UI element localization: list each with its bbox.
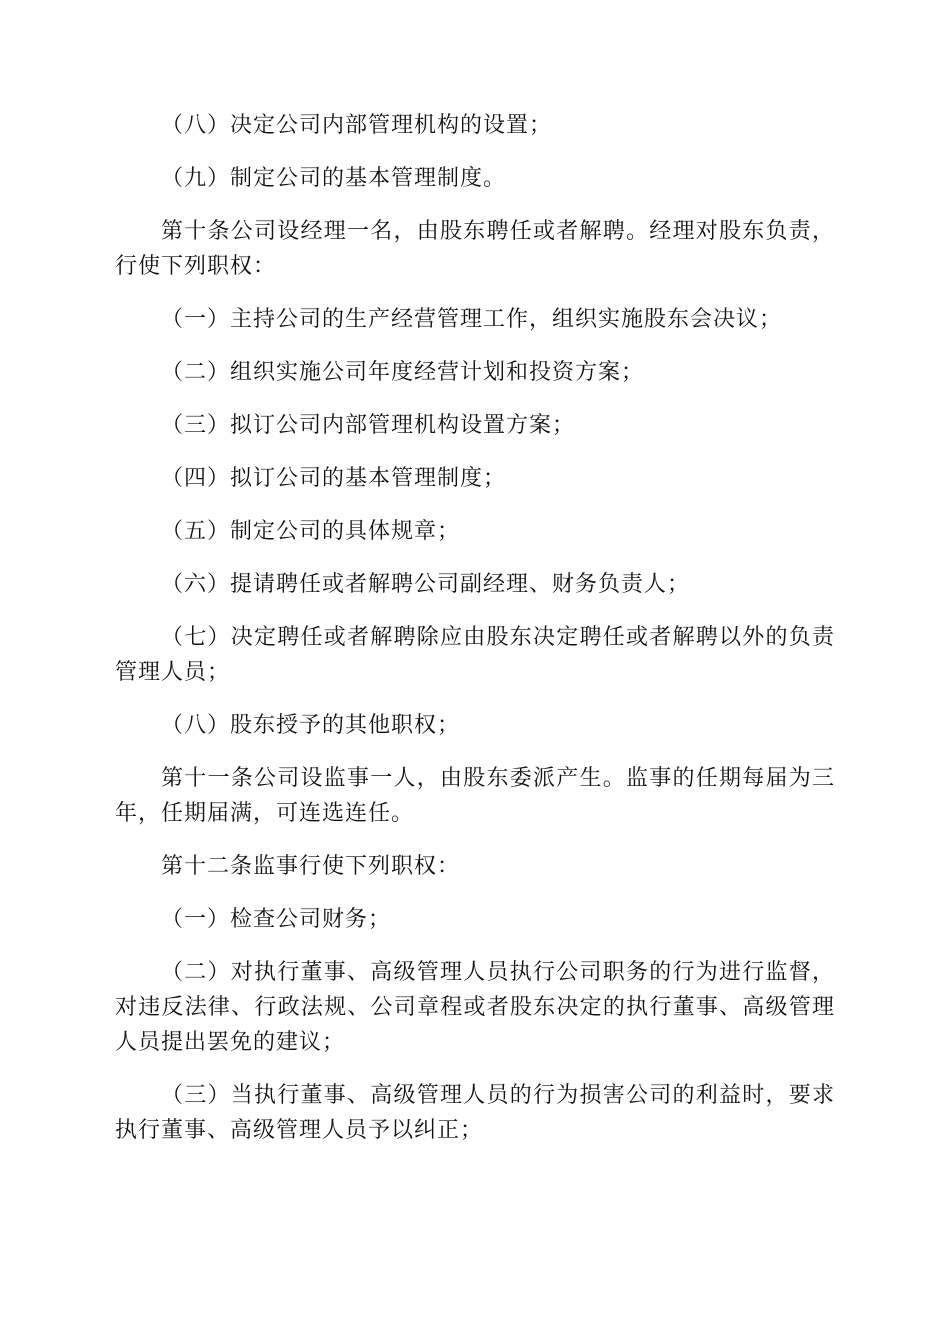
paragraph-article-12-item-2: （二）对执行董事、高级管理人员执行公司职务的行为进行监督，对违反法律、行政法规、公司章程或者股东决定的执行董事、高级管理人员提出罢免的建议； xyxy=(115,960,835,1055)
paragraph-article-10-item-8: （八）股东授予的其他职权； xyxy=(161,713,461,738)
paragraph-article-9-item-8: （八）决定公司内部管理机构的设置； xyxy=(161,113,553,138)
paragraph-article-11: 第十一条公司设监事一人，由股东委派产生。监事的任期每届为三年，任期届满，可连选连任。 xyxy=(115,766,835,826)
paragraph-article-10-item-7: （七）决定聘任或者解聘除应由股东决定聘任或者解聘以外的负责管理人员； xyxy=(115,625,835,685)
paragraph-article-12-item-3: （三）当执行董事、高级管理人员的行为损害公司的利益时，要求执行董事、高级管理人员予以纠正； xyxy=(115,1083,835,1143)
paragraph-article-10-item-5: （五）制定公司的具体规章； xyxy=(161,519,461,544)
paragraph-article-12-item-1: （一）检查公司财务； xyxy=(161,907,392,932)
paragraph-article-10-item-6: （六）提请聘任或者解聘公司副经理、财务负责人； xyxy=(161,572,691,597)
paragraph-article-10-item-1: （一）主持公司的生产经营管理工作，组织实施股东会决议； xyxy=(161,307,783,332)
paragraph-article-10: 第十条公司设经理一名，由股东聘任或者解聘。经理对股东负责，行使下列职权： xyxy=(115,219,835,279)
paragraph-article-10-item-3: （三）拟订公司内部管理机构设置方案； xyxy=(161,413,576,438)
document-body xyxy=(115,108,835,1148)
paragraph-article-12: 第十二条监事行使下列职权： xyxy=(161,854,461,879)
paragraph-article-10-item-4: （四）拟订公司的基本管理制度； xyxy=(161,466,507,491)
paragraph-article-10-item-2: （二）组织实施公司年度经营计划和投资方案； xyxy=(161,360,645,385)
paragraph-article-9-item-9: （九）制定公司的基本管理制度。 xyxy=(161,166,507,191)
